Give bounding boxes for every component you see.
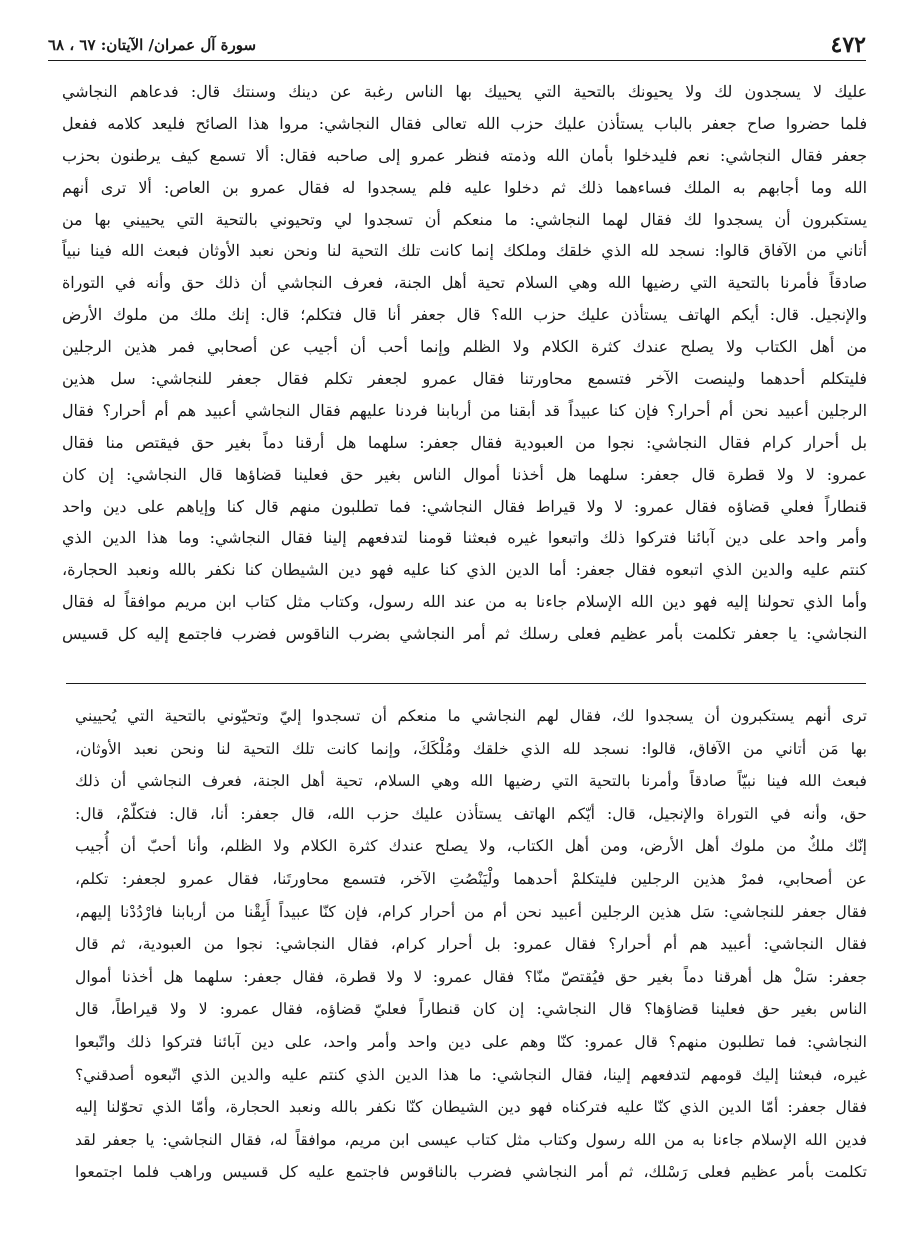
footnote-line: غيره، فبعثنا إليك قومهم لتدفعهم إلينا، فقال النجاشي: ما هذا الدين الذي كنتم عليه والدين الذي اتّبعوه أصدقني؟ (75, 1065, 867, 1084)
footnote-line: فقال جعفر: أمّا الدين الذي كنّا عليه فتركناه فهو دين الشيطان كنّا نكفر بالله ونعبد الحجارة، وأمّا الذي تحوّلنا إليه (75, 1098, 867, 1117)
main-text-line: فليتكلم أحدهما ولينصت الآخر فتسمع محاورتنا فقال عمرو لجعفر تكلم فقال جعفر للنجاشي: سل هذين (62, 369, 867, 389)
footnote-line: إنّك ملكٌ من ملوك أهل الأرض، ومن أهل الكتاب، ولا يصلح عندك كثرة الكلام ولا الظلم، وأنا أحبّ أن أُجيب (75, 837, 867, 856)
main-text-line: صادقاً فأمرنا بالتحية التي رضيها الله وهي السلام تحية أهل الجنة، فعرف النجاشي أن ذلك حق وأنه في التوراة (62, 273, 867, 293)
main-text-line: من أهل الكتاب ولا يصلح عندك كثرة الكلام ولا الظلم وإنما أحب أن أجيب عن أصحابي فمر هذين الرجلين (62, 337, 867, 357)
footnote-line: عن أصحابي، فمرْ هذين الرجلين فليتكلمْ أحدهما ولْيَنْصُتِ الآخر، فتسمع محاورتَنا، فقال عمرو لجعفر: تكلم، (75, 869, 867, 888)
main-text-line: عليك لا يسجدون لك ولا يحيونك بالتحية التي يحييك بها الناس رغبة عن دينك وسنتك قال: فدعاهم النجاشي (62, 82, 867, 101)
footnote-line: حق، وأنه في التوراة والإنجيل، قال: أيّكم الهاتف يستأذن عليك حزب الله، قال جعفر: أنا، قال: فتكلّمْ، قال: (75, 804, 867, 823)
footnote-line: ترى أنهم يستكبرون أن يسجدوا لك، فقال لهم النجاشي ما منعكم أن تسجدوا إليّ وتحيّوني بالتحية التي يُحييني (75, 707, 867, 725)
main-text-block (62, 76, 867, 650)
page-header (48, 32, 866, 62)
footnote-line: النجاشي: فما تطلبون منهم؟ قال عمرو: كنّا وهم على دين واحد وأمر واحد، على دين آبائنا فتركوا ذلك واتّبعوا (75, 1032, 867, 1051)
main-text-line: النجاشي: يا جعفر تكلمت بأمر عظيم فعلى رسلك ثم أمر النجاشي بضرب الناقوس فضرب فاجتمع إليه كل قسيس (62, 624, 867, 644)
running-head: سورة آل عمران/ الآيتان: ٦٧ ، ٦٨ (48, 36, 257, 54)
page-number: ٤٧٢ (830, 32, 866, 58)
main-text-line: أتاني من الآفاق قالوا: نسجد لله الذي خلقك وملكك إنما كانت تلك التحية لنا ونحن نعبد الأوثان فبعث الله فينا نبياً (62, 241, 867, 261)
main-text-line: بل أحرار كرام فقال النجاشي: نجوا من العبودية فقال جعفر: سلهما هل أرقنا دماً بغير حق فيقتص منا فقال (62, 432, 867, 452)
footnote-line: الناس بغير حق فعلينا قضاؤها؟ قال النجاشي: إن كان قنطاراً فعليّ قضاؤه، فقال عمرو: لا ولا قيراطاً، قال (75, 1000, 867, 1019)
footnote-text-block (75, 700, 867, 1189)
footnote-line: فقال جعفر للنجاشي: سَل هذين الرجلين أعبيد نحن أم من أحرار كرام، فإن كنّا عبيداً أَبِقْنا من أربابنا فارْدُدْنا إليهم، (75, 902, 867, 921)
header-divider (48, 60, 866, 61)
footnote-divider (66, 683, 866, 684)
main-text-line: فلما حضروا صاح جعفر بالباب يستأذن عليك حزب الله تعالى فقال النجاشي: مروا هذا الصائح فليعد كلامه ففعل (62, 113, 867, 133)
main-text-line: وأما الذي تحولنا إليه فهو دين الله الإسلام جاءنا به من عند الله رسول، وكتاب مثل كتاب ابن مريم موافقاً له فقال (62, 592, 867, 612)
main-text-line: الرجلين أعبيد نحن أم أحرار؟ فإن كنا عبيداً قد أبقنا من أربابنا فردنا عليهم فقال النجاشي أعبيد هم أم أحرار؟ فقال (62, 400, 867, 420)
main-text-line: عمرو: لا ولا قطرة قال جعفر: سلهما هل أخذنا أموال الناس بغير حق فعلينا قضاؤها قال النجاشي: إن كان (62, 464, 867, 484)
main-text-line: جعفر فقال النجاشي: نعم فليدخلوا بأمان الله وذمته فنظر عمرو إلى صاحبه فقال: ألا تسمع كيف يرطنون بحزب (62, 145, 867, 165)
main-text-line: قنطاراً فعلي قضاؤه فقال عمرو: لا ولا قيراط فقال النجاشي: فما تطلبون منهم قال كنا وإياهم على دين واحد (62, 496, 867, 516)
footnote-line: فدين الله الإسلام جاءنا به من الله رسول وكتاب مثل كتاب عيسى ابن مريم، موافقاً له، فقال النجاشي: يا جعفر لقد (75, 1130, 867, 1149)
main-text-line: الله وما أجابهم به الملك فساءهما ذلك ثم دخلوا عليه فلم يسجدوا له فقال عمرو بن العاص: ألا ترى أنهم (62, 177, 867, 197)
main-text-line: يستكبرون أن يسجدوا لك فقال لهما النجاشي: ما منعكم أن تسجدوا لي وتحيوني بالتحية التي يحييني بها من (62, 209, 867, 229)
footnote-line: فقال النجاشي: أعبيد هم أم أحرار؟ فقال عمرو: بل أحرار كرام، فقال النجاشي: نجوا من العبودية، ثم قال (75, 935, 867, 954)
main-text-line: والإنجيل. قال: أيكم الهاتف يستأذن عليك حزب الله؟ قال جعفر أنا قال فتكلم؛ قال: إنك ملك من ملوك الأرض (62, 305, 867, 325)
main-text-line: كنتم عليه والدين الذي اتبعوه فقال جعفر: أما الدين الذي كنا عليه فهو دين الشيطان كنا نكفر بالله ونعبد الحجارة، (62, 560, 867, 580)
footnote-line: تكلمت بأمر عظيم فعلى رَسْلك، ثم أمر النجاشي فضرب بالناقوس فاجتمع عليه كل قسيس وراهب فلما اجتمعوا (75, 1163, 867, 1182)
footnote-line: بها مَن أتاني من الآفاق، قالوا: نسجد لله الذي خلقك ومُلْكَكَ، وإنما كانت تلك التحية لنا ونحن نعبد الأوثان، (75, 739, 867, 758)
footnote-line: فبعث الله فينا نبيّاً صادقاً وأمرنا بالتحية التي رضيها الله وهي السلام، تحية أهل الجنة، فعرف النجاشي أن ذلك (75, 772, 867, 791)
main-text-line: وأمر واحد على دين آبائنا فتركوا ذلك واتبعوا غيره فبعثنا قومنا لتدفعهم إلينا فقال النجاشي: وما هذا الدين الذي (62, 528, 867, 548)
footnote-line: جعفر: سَلْ هل أهرقنا دماً بغير حق فيُقتصّ منّا؟ فقال عمرو: لا ولا قطرة، فقال جعفر: سلهما هل أخذنا أموال (75, 967, 867, 986)
